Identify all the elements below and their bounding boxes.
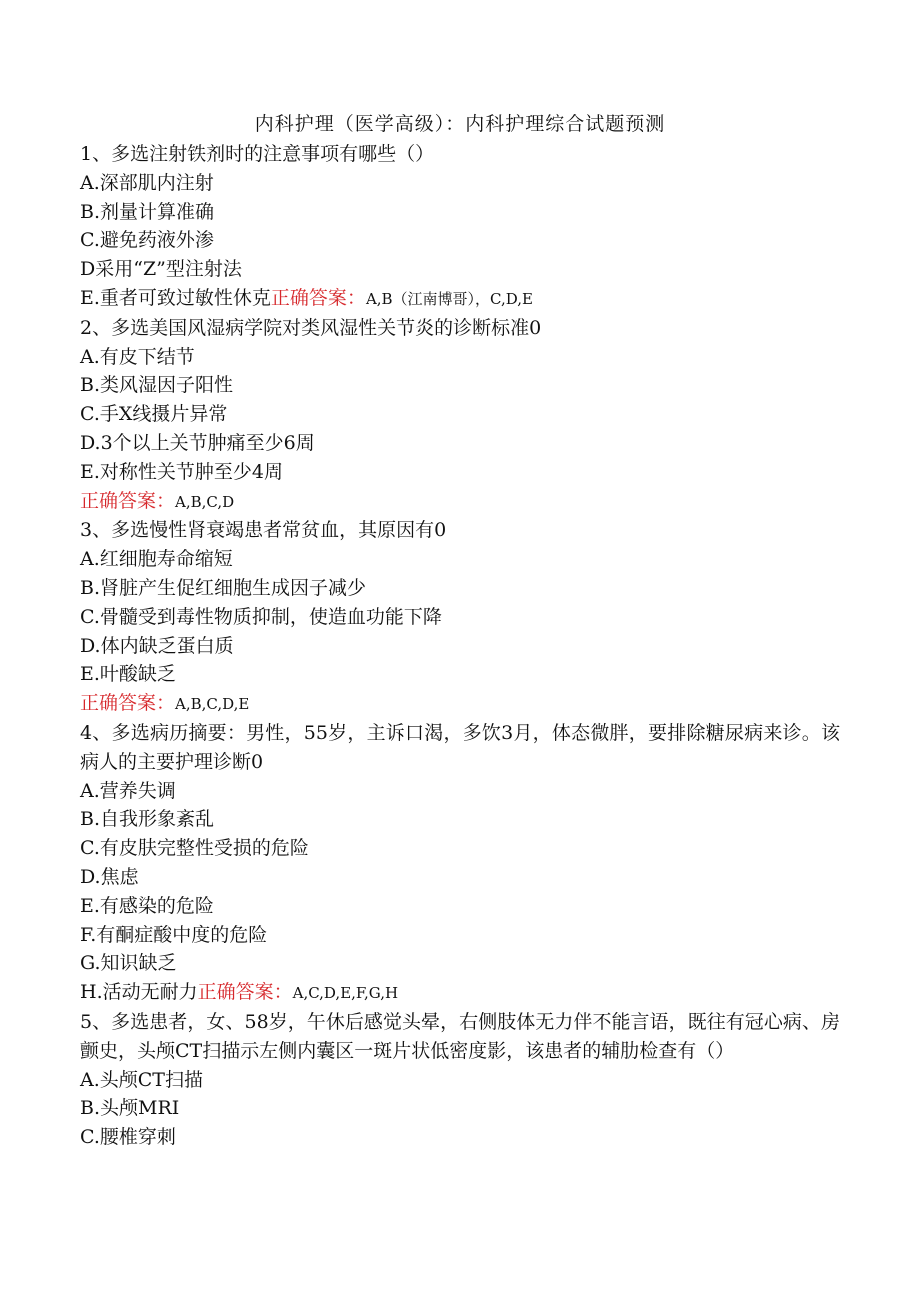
- option-a: A.有皮下结节: [80, 345, 195, 368]
- answer-value: A,C,D,E,F,G,H: [292, 984, 399, 1003]
- option-g: G.知识缺乏: [80, 952, 177, 975]
- question-4: [80, 719, 840, 1008]
- answer-line: [80, 487, 840, 517]
- option-f: F.有酮症酸中度的危险: [80, 923, 268, 946]
- document-content: [80, 110, 840, 1152]
- option-a: A.头颅CT扫描: [80, 1068, 203, 1091]
- option-a: A.深部肌内注射: [80, 171, 214, 194]
- option-h-with-answer: [80, 978, 840, 1008]
- option-d: D采用“Z”型注射法: [80, 258, 242, 281]
- option-a: A.营养失调: [80, 779, 176, 802]
- option-h: H.活动无耐力: [80, 981, 198, 1004]
- question-3: [80, 516, 840, 719]
- document-title: 内科护理（医学高级）：内科护理综合试题预测: [254, 113, 666, 135]
- question-stem: 4、多选病历摘要：男性，55岁，主诉口渴，多饮3月，体态微胖，要排除糖尿病来诊。该病人的主要护理诊断0: [80, 721, 840, 773]
- question-stem: 2、多选美国风湿病学院对类风湿性关节炎的诊断标准0: [80, 316, 542, 339]
- answer-value: A,B,C,D,E: [175, 695, 250, 714]
- option-c: C.手X线摄片异常: [80, 403, 228, 426]
- question-5: [80, 1008, 840, 1152]
- option-c: C.腰椎穿刺: [80, 1126, 176, 1149]
- option-d: D.体内缺乏蛋白质: [80, 634, 234, 657]
- option-e: E.重者可致过敏性休克: [80, 286, 271, 309]
- option-a: A.红细胞寿命缩短: [80, 548, 233, 571]
- question-stem: 5、多选患者，女、58岁，午休后感觉头晕，右侧肢体无力伴不能言语，既往有冠心病、房颤史，头颅CT扫描示左侧内囊区一斑片状低密度影，该患者的辅肋检查有（）: [80, 1010, 840, 1062]
- option-e-with-answer: [80, 284, 840, 314]
- question-stem: 1、多选注射铁剂时的注意事项有哪些（）: [80, 143, 435, 165]
- answer-label: 正确答案：: [80, 692, 176, 715]
- question-2: [80, 314, 840, 517]
- option-e: E.有感染的危险: [80, 894, 214, 917]
- option-b: B.肾脏产生促红细胞生成因子减少: [80, 576, 367, 599]
- answer-value: A,B（江南博哥），C,D,E: [365, 289, 533, 308]
- option-d: D.焦虑: [80, 865, 139, 888]
- option-b: B.剂量计算准确: [80, 200, 215, 223]
- question-1: [80, 140, 840, 314]
- answer-label: 正确答案：: [270, 286, 366, 309]
- answer-line: [80, 689, 840, 719]
- option-d: D.3个以上关节肿痛至少6周: [80, 431, 315, 454]
- option-b: B.自我形象紊乱: [80, 808, 215, 831]
- answer-value: A,B,C,D: [175, 492, 235, 511]
- answer-label: 正确答案：: [197, 981, 293, 1004]
- option-e: E.叶酸缺乏: [80, 663, 176, 686]
- option-b: B.头颅MRI: [80, 1097, 180, 1120]
- option-c: C.避免药液外渗: [80, 229, 214, 252]
- option-b: B.类风湿因子阳性: [80, 374, 234, 397]
- option-c: C.有皮肤完整性受损的危险: [80, 837, 309, 860]
- answer-label: 正确答案：: [80, 489, 176, 512]
- option-c: C.骨髓受到毒性物质抑制，使造血功能下降: [80, 605, 442, 628]
- option-e: E.对称性关节肿至少4周: [80, 460, 283, 483]
- question-stem: 3、多选慢性肾衰竭患者常贫血，其原因有0: [80, 519, 447, 542]
